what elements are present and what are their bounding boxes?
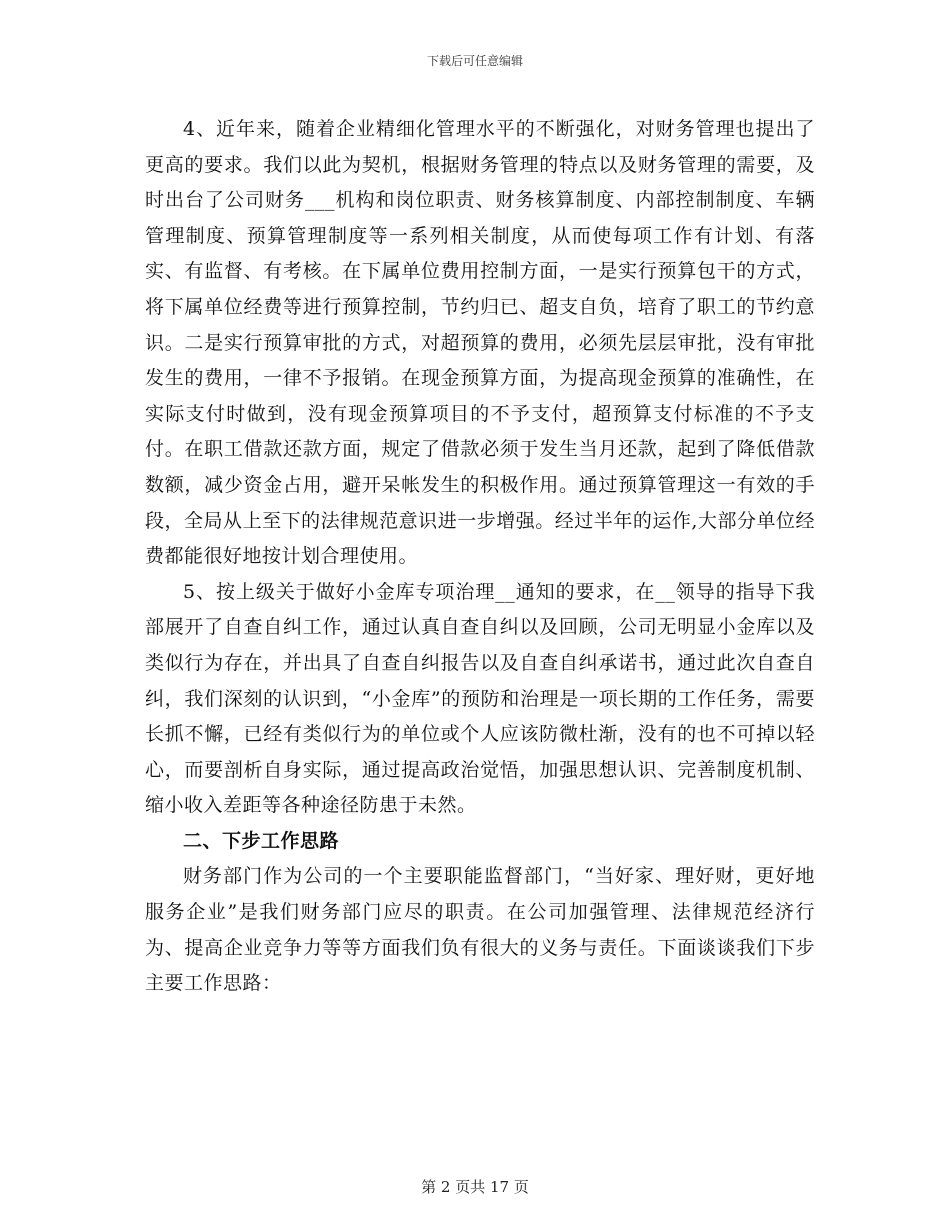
paragraph-item-4: 4、近年来，随着企业精细化管理水平的不断强化，对财务管理也提出了更高的要求。我们以此为契机，根据财务管理的特点以及财务管理的需要，及时出台了公司财务___机构和岗位职责、财务核算制度、内部控制制度、车辆管理制度、预算管理制度等一系列相关制度，从而使每项工作有计划、有落实、有监督、有考核。在下属单位费用控制方面，一是实行预算包干的方式，将下属单位经费等进行预算控制，节约归已、超支自负，培育了职工的节约意识。二是实行预算审批的方式，对超预算的费用，必须先层层审批，没有审批发生的费用，一律不予报销。在现金预算方面，为提高现金预算的准确性，在实际支付时做到，没有现金预算项目的不予支付，超预算支付标准的不予支付。在职工借款还款方面，规定了借款必须于发生当月还款，起到了降低借款数额，减少资金占用，避开呆帐发生的积极作用。通过预算管理这一有效的手段，全局从上至下的法律规范意识进一步增强。经过半年的运作,大部分单位经费都能很好地按计划合理使用。	[145, 118, 815, 568]
page-header: 下载后可任意编辑	[426, 54, 523, 68]
paragraph-item-5: 5、按上级关于做好小金库专项治理__通知的要求，在__领导的指导下我部展开了自查自纠工作，通过认真自查自纠以及回顾，公司无明显小金库以及类似行为存在，并出具了自查自纠报告以及自查自纠承诺书，通过此次自查自纠，我们深刻的认识到，“小金库”的预防和治理是一项长期的工作任务，需要长抓不懈，已经有类似行为的单位或个人应该防微杜渐，没有的也不可掉以轻心，而要剖析自身实际，通过提高政治觉悟，加强思想认识、完善制度机制、缩小收入差距等各种途径防患于未然。	[145, 580, 815, 817]
section-heading: 二、下步工作思路	[183, 829, 340, 852]
page-number: 第 2 页共 17 页	[421, 1178, 529, 1196]
paragraph-closing: 财务部门作为公司的一个主要职能监督部门，“当好家、理好财，更好地服务企业”是我们财务部门应尽的职责。在公司加强管理、法律规范经济行为、提高企业竞争力等等方面我们负有很大的义务与责任。下面谈谈我们下步主要工作思路：	[145, 865, 815, 995]
document-body	[145, 112, 815, 1002]
